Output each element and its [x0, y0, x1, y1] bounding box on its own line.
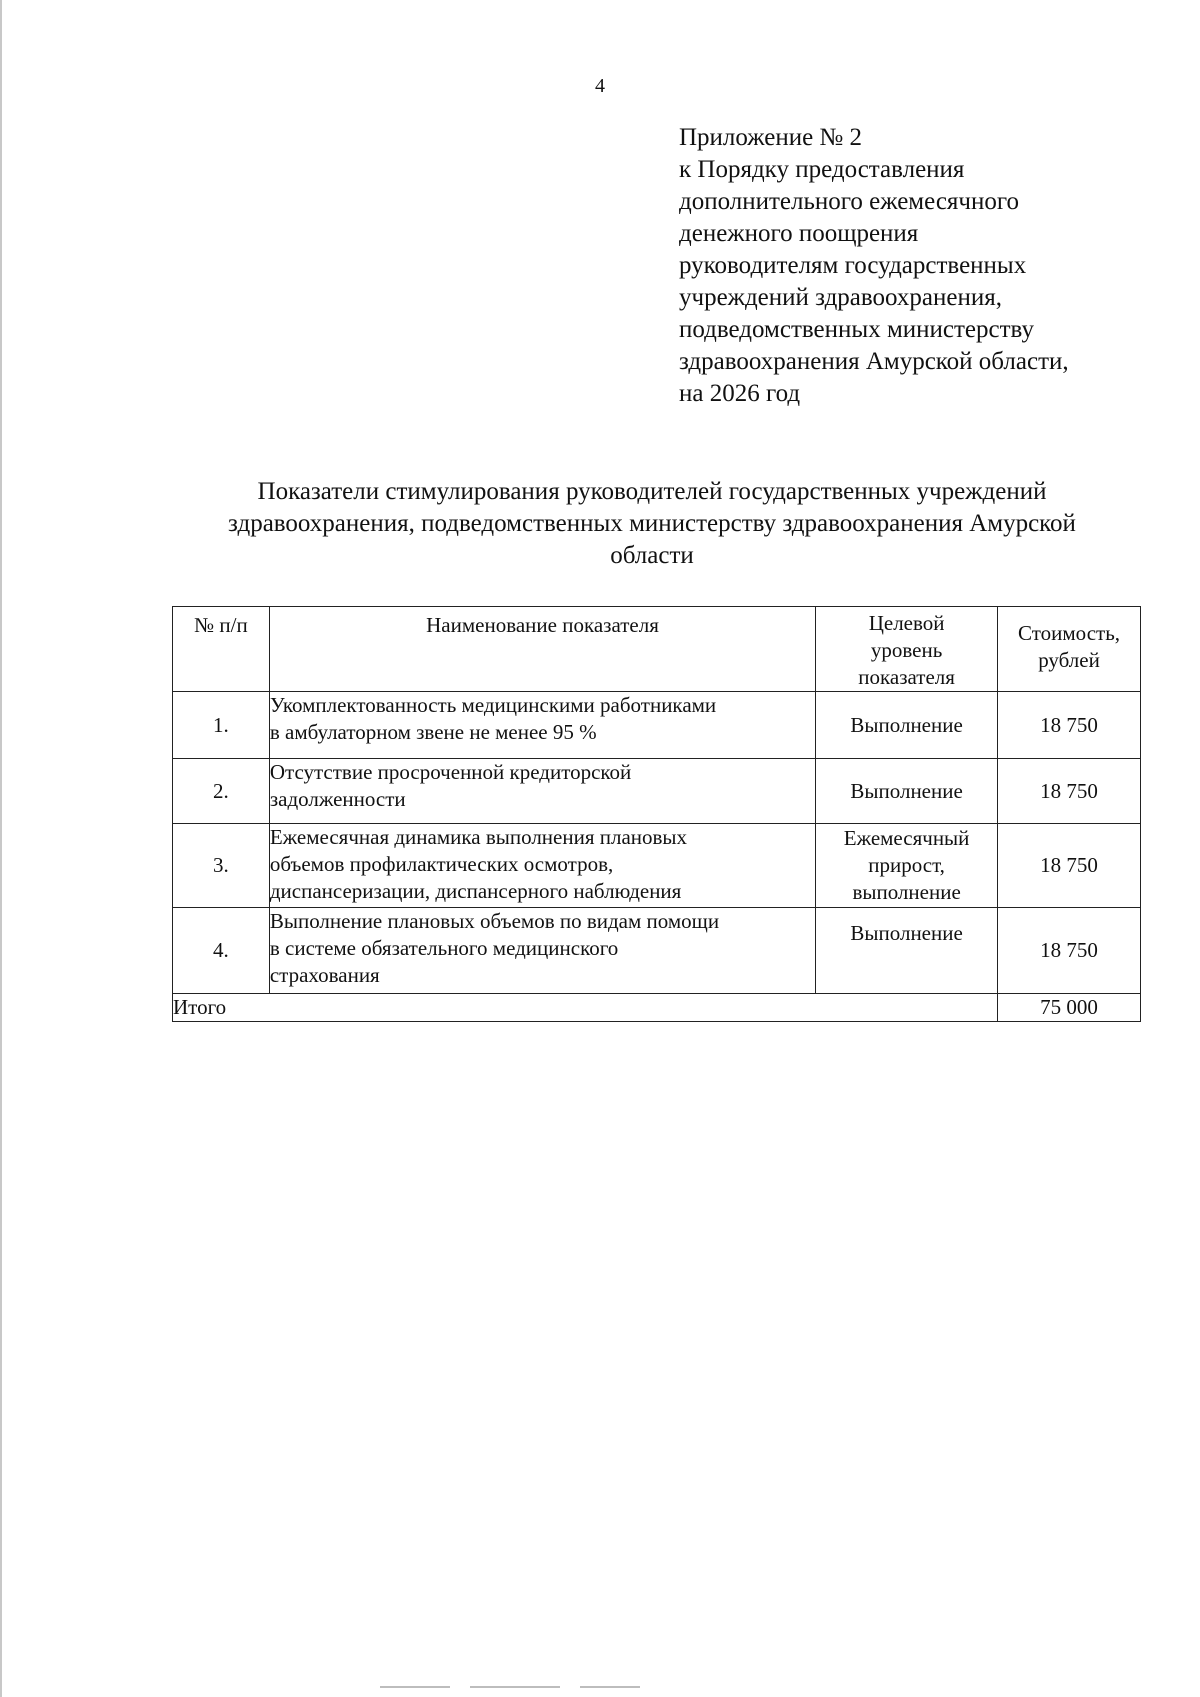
row-name-line: в амбулаторном звене не менее 95 %: [269, 720, 597, 744]
row-cost: 18 750: [998, 824, 1141, 908]
row-name-line: диспансеризации, диспансерного наблюдения: [269, 879, 682, 903]
header-name: Наименование показателя: [269, 607, 815, 692]
appendix-line: к Порядку предоставления: [679, 156, 965, 183]
row-name: [269, 692, 815, 759]
row-level-line: Выполнение: [850, 921, 963, 945]
appendix-line: учреждений здравоохранения,: [679, 284, 1002, 311]
header-cost-line: рублей: [1038, 648, 1100, 672]
scan-left-edge: [0, 0, 2, 1697]
header-level-line: Целевой: [868, 611, 945, 635]
row-level-line: Ежемесячный: [843, 826, 970, 850]
row-number: 1.: [173, 692, 270, 759]
indicators-table: [172, 606, 1141, 1022]
title-line: области: [610, 542, 694, 569]
appendix-line: денежного поощрения: [679, 220, 919, 247]
table-row: [173, 824, 1141, 908]
row-cost: 18 750: [998, 908, 1141, 994]
row-number: 2.: [173, 759, 270, 824]
total-label: Итого: [173, 994, 998, 1022]
row-name-line: Отсутствие просроченной кредиторской: [269, 760, 632, 784]
row-cost: 18 750: [998, 692, 1141, 759]
appendix-line: здравоохранения Амурской области,: [679, 348, 1069, 375]
header-level-line: показателя: [858, 665, 955, 689]
row-name-line: в системе обязательного медицинского: [269, 936, 619, 960]
row-name-line: объемов профилактических осмотров,: [269, 852, 614, 876]
row-name-line: страхования: [269, 963, 380, 987]
table-header-row: [173, 607, 1141, 692]
table-row: [173, 759, 1141, 824]
appendix-line: Приложение № 2: [679, 124, 863, 151]
row-name-line: задолженности: [269, 787, 406, 811]
table-row: [173, 692, 1141, 759]
document-title: [160, 476, 1144, 572]
row-name-line: Выполнение плановых объемов по видам помощи: [269, 909, 720, 933]
header-level-line: уровень: [870, 638, 943, 662]
header-cost-line: Стоимость,: [1018, 621, 1121, 645]
table-total-row: [173, 994, 1141, 1022]
row-name-line: Укомплектованность медицинскими работниками: [269, 693, 717, 717]
total-value: 75 000: [998, 994, 1141, 1022]
row-level-line: Выполнение: [850, 778, 963, 803]
row-cost: 18 750: [998, 759, 1141, 824]
row-number: 3.: [173, 824, 270, 908]
row-name-line: Ежемесячная динамика выполнения плановых: [269, 825, 688, 849]
header-cost: [998, 607, 1141, 692]
row-level: [816, 908, 998, 994]
page-number: 4: [595, 75, 605, 97]
row-level: [816, 759, 998, 824]
appendix-line: на 2026 год: [679, 380, 801, 407]
row-level-line: выполнение: [852, 880, 961, 904]
row-level: [816, 692, 998, 759]
header-number: № п/п: [173, 607, 270, 692]
row-name: [269, 759, 815, 824]
row-name: [269, 824, 815, 908]
appendix-line: руководителям государственных: [679, 252, 1027, 279]
appendix-line: подведомственных министерству: [679, 316, 1034, 343]
row-number: 4.: [173, 908, 270, 994]
row-name: [269, 908, 815, 994]
appendix-block: [679, 122, 1179, 410]
appendix-line: дополнительного ежемесячного: [679, 188, 1020, 215]
row-level: [816, 824, 998, 908]
scan-artifact: [470, 1686, 560, 1688]
table-row: [173, 908, 1141, 994]
header-level: [816, 607, 998, 692]
title-line: здравоохранения, подведомственных министерству здравоохранения Амурской: [228, 510, 1076, 537]
scan-artifact: [380, 1686, 450, 1688]
row-level-line: прирост,: [868, 853, 945, 877]
row-level-line: Выполнение: [850, 712, 963, 737]
scan-artifact: [580, 1686, 640, 1688]
title-line: Показатели стимулирования руководителей государственных учреждений: [257, 478, 1047, 505]
